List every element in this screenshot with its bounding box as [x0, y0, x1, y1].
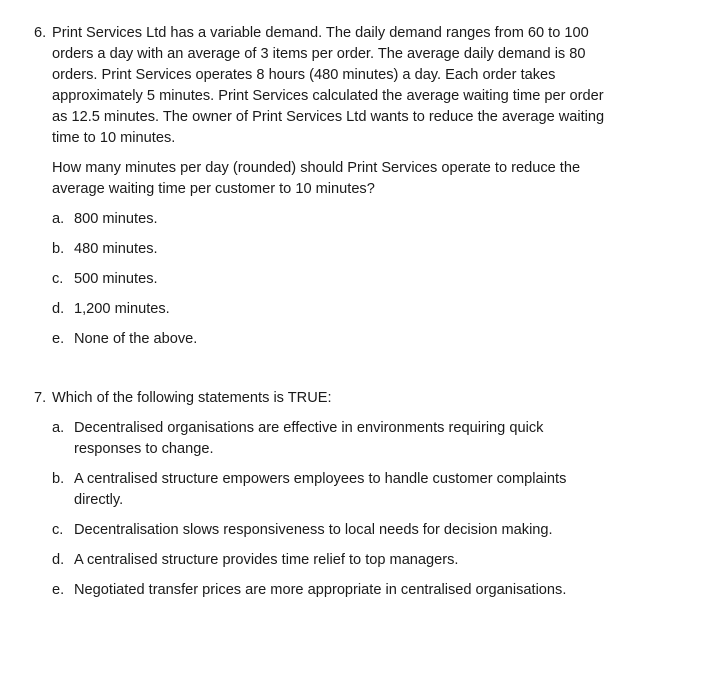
question-6-option-c[interactable]: [0, 269, 720, 290]
question-6-text-line: time to 10 minutes.: [52, 130, 176, 146]
question-6-prompt-line: How many minutes per day (rounded) should Print Services operate to reduce the: [52, 160, 581, 176]
option-letter: d.: [52, 301, 65, 317]
question-6-option-b[interactable]: [0, 239, 720, 260]
option-letter: d.: [52, 552, 65, 568]
option-letter: a.: [52, 211, 65, 227]
question-6-text-line: approximately 5 minutes. Print Services calculated the average waiting time per order: [52, 88, 604, 104]
question-7-text: [52, 388, 660, 409]
option-text: responses to change.: [74, 441, 214, 457]
option-text: A centralised structure provides time relief to top managers.: [74, 552, 459, 568]
option-text: None of the above.: [74, 331, 198, 347]
question-6-text-line: orders. Print Services operates 8 hours (480 minutes) a day. Each order takes: [52, 67, 556, 83]
question-7-option-b[interactable]: [0, 469, 720, 511]
option-letter: b.: [52, 471, 65, 487]
question-6-prompt: [52, 158, 660, 200]
question-7-option-a[interactable]: [0, 418, 720, 460]
question-6: [0, 23, 720, 350]
question-6-text: [52, 23, 660, 149]
question-6-text-line: orders a day with an average of 3 items per order. The average daily demand is 80: [52, 46, 586, 62]
option-text: Decentralisation slows responsiveness to local needs for decision making.: [74, 522, 553, 538]
question-6-number: 6.: [34, 25, 47, 41]
option-text: directly.: [74, 492, 124, 508]
option-text: 500 minutes.: [74, 271, 158, 287]
option-letter: c.: [52, 271, 64, 287]
question-7-option-c[interactable]: [0, 520, 720, 541]
question-7-number: 7.: [34, 390, 47, 406]
question-7: [0, 388, 720, 601]
question-6-option-a[interactable]: [0, 209, 720, 230]
option-text: 1,200 minutes.: [74, 301, 170, 317]
option-letter: e.: [52, 331, 65, 347]
question-6-body: [0, 23, 720, 200]
question-7-option-d[interactable]: [0, 550, 720, 571]
option-letter: c.: [52, 522, 64, 538]
option-text: 480 minutes.: [74, 241, 158, 257]
question-7-options: [0, 418, 720, 601]
question-6-options: [0, 209, 720, 350]
option-text: A centralised structure empowers employees to handle customer complaints: [74, 471, 567, 487]
question-7-option-e[interactable]: [0, 580, 720, 601]
question-6-text-line: Print Services Ltd has a variable demand. The daily demand ranges from 60 to 100: [52, 25, 589, 41]
option-text: Decentralised organisations are effective in environments requiring quick: [74, 420, 544, 436]
option-text: Negotiated transfer prices are more appropriate in centralised organisations.: [74, 582, 567, 598]
option-text: 800 minutes.: [74, 211, 158, 227]
option-letter: b.: [52, 241, 65, 257]
question-7-text-line: Which of the following statements is TRUE:: [52, 390, 332, 406]
question-6-option-e[interactable]: [0, 329, 720, 350]
question-6-prompt-line: average waiting time per customer to 10 minutes?: [52, 181, 375, 197]
option-letter: e.: [52, 582, 65, 598]
question-7-body: [0, 388, 720, 409]
question-6-text-line: as 12.5 minutes. The owner of Print Services Ltd wants to reduce the average waiting: [52, 109, 605, 125]
question-6-option-d[interactable]: [0, 299, 720, 320]
option-letter: a.: [52, 420, 65, 436]
